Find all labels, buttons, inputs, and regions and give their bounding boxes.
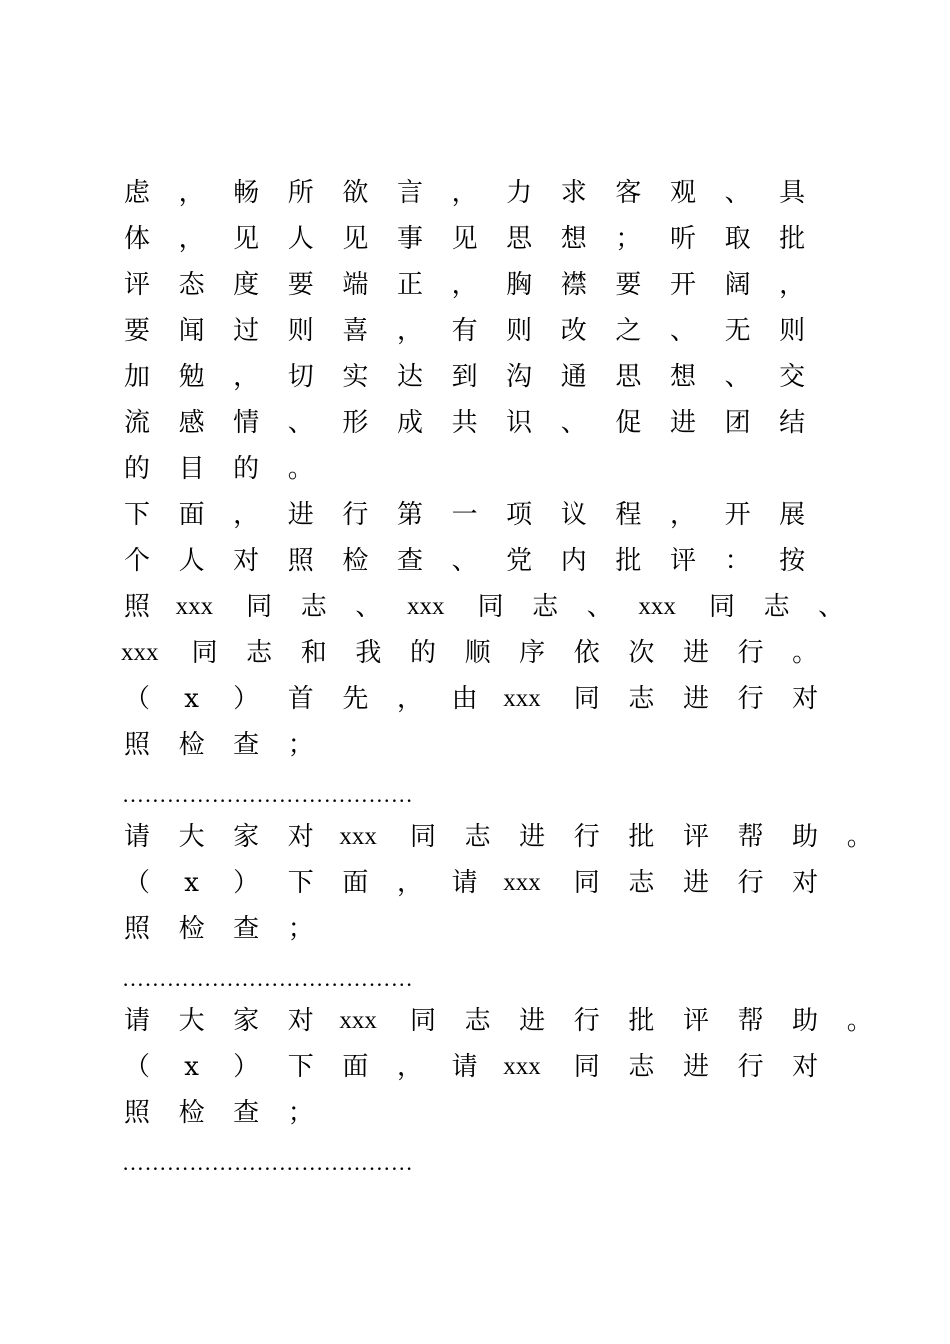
text-char: 见 (342, 224, 369, 254)
text-char: 检 (178, 730, 205, 760)
text-char: 查 (233, 1098, 260, 1128)
placeholder-name: xxx (503, 685, 541, 712)
text-char: 思 (615, 362, 642, 392)
text-char: 检 (178, 914, 205, 944)
text-char: 促 (615, 408, 642, 438)
text-char: 的 (233, 454, 260, 484)
text-char: 、 (724, 362, 751, 392)
text-char: 请 (123, 822, 150, 852)
text-char: 、 (560, 408, 587, 438)
text-char: 检 (178, 1098, 205, 1128)
placeholder-name: xxx (503, 869, 541, 896)
text-char: 同 (409, 822, 436, 852)
text-char: 有 (451, 316, 478, 346)
text-char: ， (451, 178, 478, 208)
text-char: 项 (506, 500, 533, 530)
text-char: 闻 (178, 316, 205, 346)
text-char: 评 (682, 1006, 709, 1036)
text-char: ） (233, 684, 260, 714)
placeholder-name: xxx (339, 1007, 377, 1034)
text-char: ， (779, 270, 806, 300)
text-char: 评 (669, 546, 696, 576)
placeholder-name: xxx (121, 639, 159, 666)
text-char: 。 (846, 1006, 873, 1036)
text-char: 进 (519, 1006, 546, 1036)
text-char: 大 (178, 822, 205, 852)
text-char: 批 (628, 822, 655, 852)
text-char: 面 (342, 868, 369, 898)
text-char: 志 (628, 684, 655, 714)
placeholder-name: xxx (339, 823, 377, 850)
text-char: 、 (586, 592, 613, 622)
text-char: 交 (779, 362, 806, 392)
text-char: 通 (560, 362, 587, 392)
text-char: 所 (287, 178, 314, 208)
text-char: 则 (506, 316, 533, 346)
text-char: 下 (287, 868, 314, 898)
text-char: 求 (560, 178, 587, 208)
text-char: 、 (355, 592, 382, 622)
text-char: 喜 (342, 316, 369, 346)
text-char: 事 (396, 224, 423, 254)
text-char: 行 (737, 684, 764, 714)
text-char: 次 (628, 638, 655, 668)
text-char: 阔 (724, 270, 751, 300)
text-char: 行 (737, 868, 764, 898)
text-char: 。 (287, 454, 314, 484)
text-char: 和 (300, 638, 327, 668)
text-char: 客 (615, 178, 642, 208)
placeholder-name: xxx (638, 593, 676, 620)
text-char: 批 (615, 546, 642, 576)
text-char: 同 (573, 684, 600, 714)
text-char: 助 (792, 822, 819, 852)
text-char: ） (233, 1052, 260, 1082)
text-char: 行 (342, 500, 369, 530)
text-char: 按 (779, 546, 806, 576)
text-char: 要 (287, 270, 314, 300)
text-char: 查 (396, 546, 423, 576)
text-char: 对 (233, 546, 260, 576)
text-char: 进 (682, 868, 709, 898)
text-char: 志 (300, 592, 327, 622)
text-char: 到 (451, 362, 478, 392)
text-char: 改 (560, 316, 587, 346)
text-char: 、 (818, 592, 845, 622)
text-char: 志 (532, 592, 559, 622)
text-char: 进 (682, 1052, 709, 1082)
text-char: 。 (846, 822, 873, 852)
text-char: 人 (178, 546, 205, 576)
text-char: 的 (409, 638, 436, 668)
text-char: 。 (792, 638, 819, 668)
text-char: 志 (763, 592, 790, 622)
text-char: ） (233, 868, 260, 898)
text-char: 一 (451, 500, 478, 530)
text-char: 志 (464, 822, 491, 852)
text-char: 查 (233, 914, 260, 944)
text-char: 要 (615, 270, 642, 300)
text-char: 志 (628, 1052, 655, 1082)
text-char: 批 (628, 1006, 655, 1036)
text-char: ， (396, 316, 423, 346)
text-char: 想 (560, 224, 587, 254)
text-char: 畅 (233, 178, 260, 208)
text-char: 目 (178, 454, 205, 484)
text-char: x (184, 868, 199, 898)
text-char: 个 (123, 546, 150, 576)
text-char: （ (123, 868, 150, 898)
text-char: x (184, 684, 199, 714)
text-char: （ (123, 1052, 150, 1082)
text-char: ； (287, 730, 314, 760)
text-char: 助 (792, 1006, 819, 1036)
text-char: 力 (506, 178, 533, 208)
text-char: 勉 (178, 362, 205, 392)
text-char: 言 (396, 178, 423, 208)
text-char: 批 (779, 224, 806, 254)
text-char: 共 (451, 408, 478, 438)
text-char: 照 (123, 1098, 150, 1128)
text-char: 见 (451, 224, 478, 254)
text-char: 依 (573, 638, 600, 668)
text-char: 虑 (123, 178, 150, 208)
text-char: 胸 (506, 270, 533, 300)
text-char: 同 (477, 592, 504, 622)
placeholder-name: xxx (407, 593, 445, 620)
text-char: 进 (519, 822, 546, 852)
text-char: 请 (123, 1006, 150, 1036)
text-char: 切 (287, 362, 314, 392)
text-char: 对 (287, 1006, 314, 1036)
text-char: 序 (519, 638, 546, 668)
text-char: 观 (669, 178, 696, 208)
text-char: 思 (506, 224, 533, 254)
text-char: 党 (506, 546, 533, 576)
text-char: 识 (506, 408, 533, 438)
text-char: ； (287, 1098, 314, 1128)
text-char: 、 (724, 178, 751, 208)
text-char: 听 (669, 224, 696, 254)
text-char: 评 (682, 822, 709, 852)
text-char: 行 (737, 1052, 764, 1082)
text-char: ， (178, 178, 205, 208)
text-char: 开 (669, 270, 696, 300)
text-char: 则 (779, 316, 806, 346)
text-char: 加 (123, 362, 150, 392)
text-char: 流 (123, 408, 150, 438)
text-char: 感 (178, 408, 205, 438)
text-char: 帮 (737, 822, 764, 852)
text-char: 照 (123, 592, 150, 622)
text-char: 志 (628, 868, 655, 898)
text-char: ， (233, 362, 260, 392)
text-char: 、 (451, 546, 478, 576)
text-char: ， (396, 684, 423, 714)
text-char: 同 (573, 868, 600, 898)
text-char: 志 (246, 638, 273, 668)
text-char: 襟 (560, 270, 587, 300)
text-char: 进 (669, 408, 696, 438)
text-char: 请 (451, 1052, 478, 1082)
text-char: 家 (233, 1006, 260, 1036)
text-char: 对 (792, 1052, 819, 1082)
text-char: 程 (615, 500, 642, 530)
text-char: ； (615, 224, 642, 254)
text-char: ， (233, 500, 260, 530)
text-char: 成 (396, 408, 423, 438)
text-char: 进 (287, 500, 314, 530)
text-char: 行 (573, 1006, 600, 1036)
text-char: 沟 (506, 362, 533, 392)
text-char: 结 (779, 408, 806, 438)
text-char: 照 (123, 914, 150, 944)
text-char: 我 (355, 638, 382, 668)
text-char: 想 (669, 362, 696, 392)
text-char: 取 (724, 224, 751, 254)
text-char: 检 (342, 546, 369, 576)
text-char: 同 (246, 592, 273, 622)
text-char: 正 (396, 270, 423, 300)
text-char: 面 (342, 1052, 369, 1082)
text-char: 、 (669, 316, 696, 346)
text-char: ， (669, 500, 696, 530)
text-char: 评 (123, 270, 150, 300)
text-char: （ (123, 684, 150, 714)
text-char: 内 (560, 546, 587, 576)
text-char: 要 (123, 316, 150, 346)
text-char: 对 (792, 868, 819, 898)
text-char: 请 (451, 868, 478, 898)
text-char: 照 (287, 546, 314, 576)
text-char: 查 (233, 730, 260, 760)
text-char: 行 (737, 638, 764, 668)
text-char: 照 (123, 730, 150, 760)
text-char: 进 (682, 684, 709, 714)
text-char: ， (451, 270, 478, 300)
text-char: 见 (233, 224, 260, 254)
ellipsis-separator: ………………………………… (122, 966, 414, 991)
text-char: 面 (178, 500, 205, 530)
text-char: 议 (560, 500, 587, 530)
text-char: 则 (287, 316, 314, 346)
text-char: 团 (724, 408, 751, 438)
text-char: 由 (451, 684, 478, 714)
text-char: 度 (233, 270, 260, 300)
text-char: 先 (342, 684, 369, 714)
text-char: 之 (615, 316, 642, 346)
text-char: 顺 (464, 638, 491, 668)
text-char: 家 (233, 822, 260, 852)
text-char: 人 (287, 224, 314, 254)
text-char: 欲 (342, 178, 369, 208)
text-char: 、 (287, 408, 314, 438)
text-char: ： (724, 546, 751, 576)
text-char: 过 (233, 316, 260, 346)
text-char: ， (396, 868, 423, 898)
text-char: 下 (287, 1052, 314, 1082)
text-char: 同 (573, 1052, 600, 1082)
text-char: 端 (342, 270, 369, 300)
text-char: 态 (178, 270, 205, 300)
text-char: x (184, 1052, 199, 1082)
ellipsis-separator: ………………………………… (122, 782, 414, 807)
text-char: 首 (287, 684, 314, 714)
text-char: 开 (724, 500, 751, 530)
text-char: 达 (396, 362, 423, 392)
text-char: 志 (464, 1006, 491, 1036)
text-char: 实 (342, 362, 369, 392)
text-char: 同 (708, 592, 735, 622)
text-char: 体 (123, 224, 150, 254)
text-char: ， (396, 1052, 423, 1082)
text-char: 同 (409, 1006, 436, 1036)
text-char: 的 (123, 454, 150, 484)
text-char: 进 (682, 638, 709, 668)
text-char: 同 (191, 638, 218, 668)
text-char: ， (178, 224, 205, 254)
text-char: 大 (178, 1006, 205, 1036)
ellipsis-separator: ………………………………… (122, 1150, 414, 1175)
placeholder-name: xxx (175, 593, 214, 620)
text-char: 下 (123, 500, 150, 530)
text-char: 帮 (737, 1006, 764, 1036)
text-char: 对 (792, 684, 819, 714)
text-char: ； (287, 914, 314, 944)
text-char: 对 (287, 822, 314, 852)
text-char: 第 (396, 500, 423, 530)
placeholder-name: xxx (503, 1053, 541, 1080)
text-char: 具 (779, 178, 806, 208)
text-char: 形 (342, 408, 369, 438)
text-char: 无 (724, 316, 751, 346)
text-char: 情 (233, 408, 260, 438)
text-char: 行 (573, 822, 600, 852)
text-char: 展 (779, 500, 806, 530)
